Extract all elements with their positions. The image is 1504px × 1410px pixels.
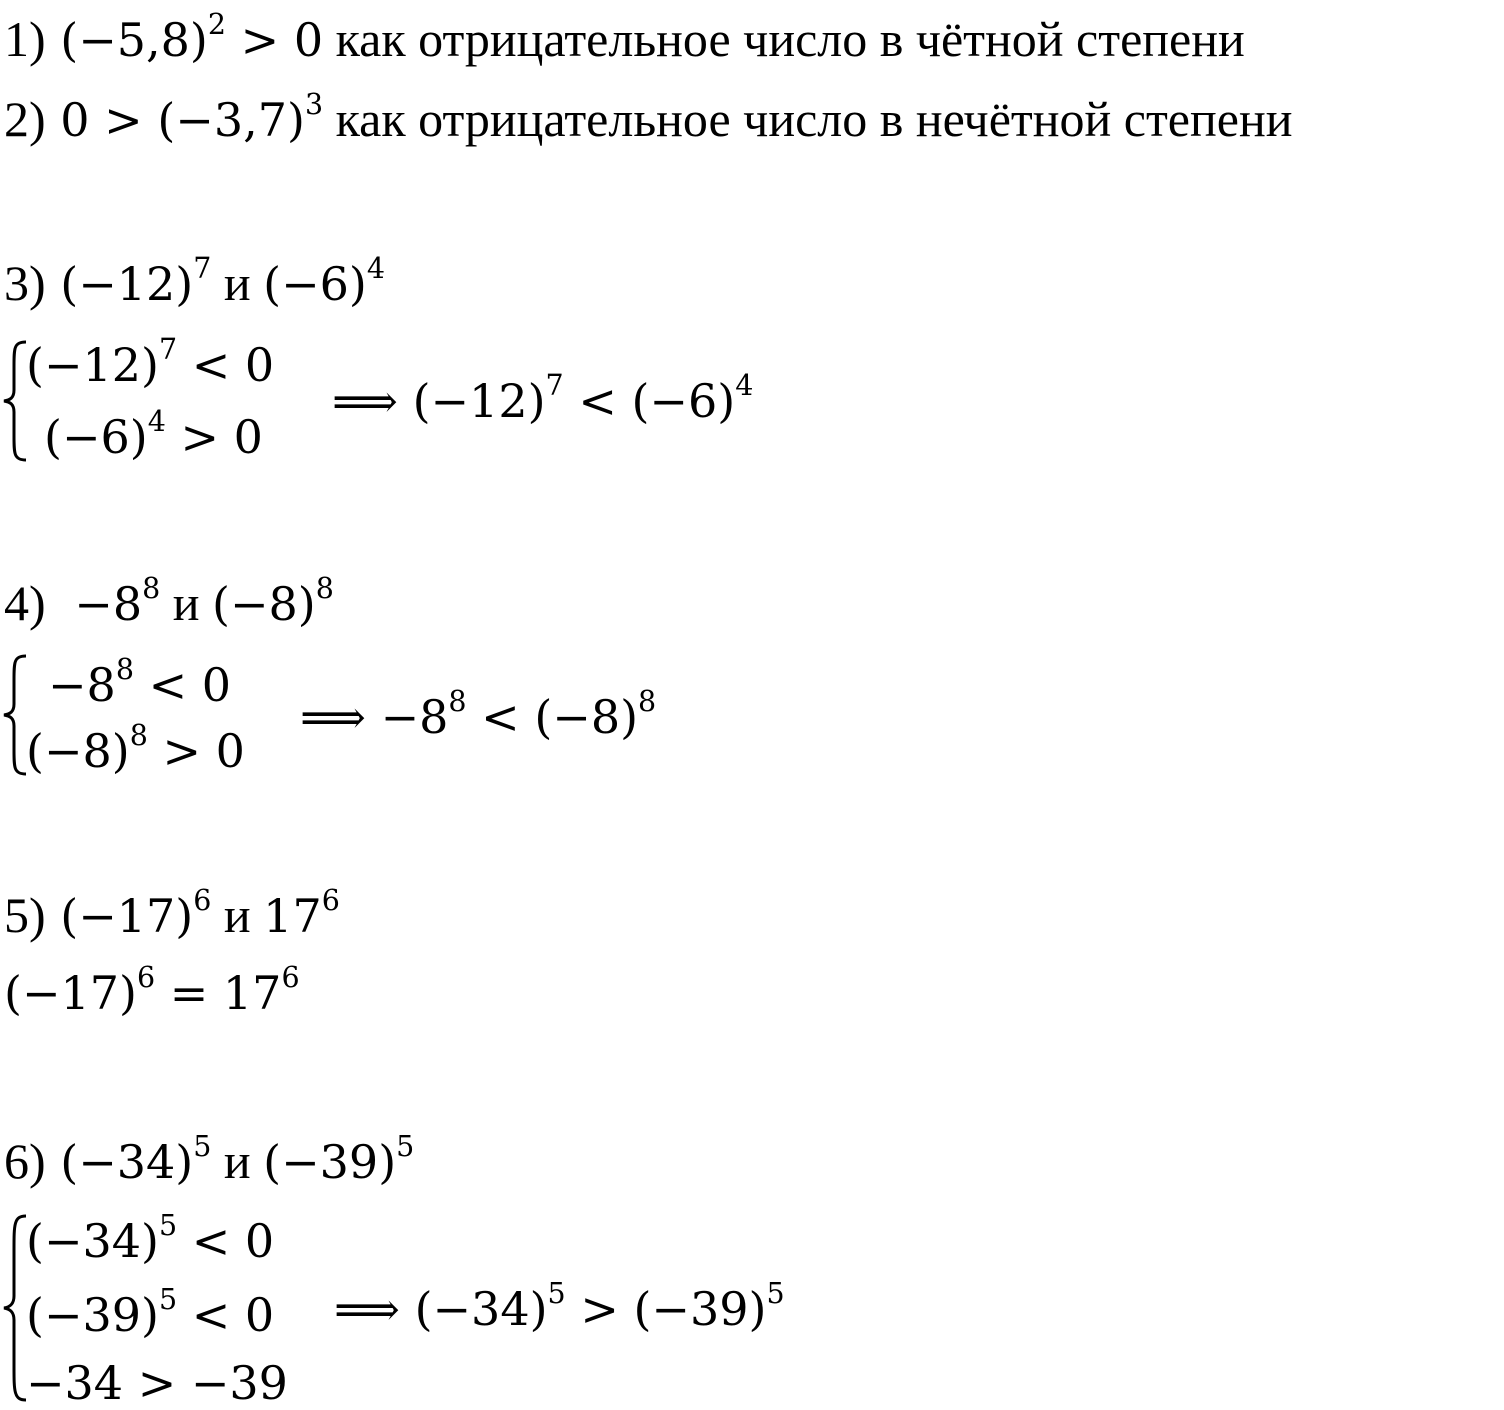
problem-3-row-2: $(-6)^4 > 0$ xyxy=(44,404,263,464)
problem-1-label: 1) xyxy=(4,11,46,67)
problem-2-expr: $0 > (-3,7)^3$ xyxy=(60,87,324,147)
problem-6-row-2: $(-39)^5 < 0$ xyxy=(26,1282,275,1342)
problem-4-system xyxy=(0,650,900,780)
problem-5-equation: $(-17)^6 = 17^6$ xyxy=(4,960,300,1020)
problem-4-result: ⟹ $-8^8 < (-8)^8$ xyxy=(300,684,657,744)
problem-6-expr: $(-34)^5$ и $(-39)^5$ xyxy=(60,1129,415,1189)
problem-4-heading xyxy=(4,571,334,631)
problem-2-label: 2) xyxy=(4,91,46,147)
problem-6-row-1: $(-34)^5 < 0$ xyxy=(26,1208,275,1268)
problem-3-system xyxy=(0,332,900,466)
problem-4-row-2: $(-8)^8 > 0$ xyxy=(26,718,245,778)
problem-3-heading xyxy=(4,251,386,311)
problem-3-expr: $(-12)^7$ и $(-6)^4$ xyxy=(60,251,386,311)
problem-1 xyxy=(4,7,1245,67)
problem-2-text: как отрицательное число в нечётной степени xyxy=(323,91,1293,147)
problem-6-row-3: −34 > −39 xyxy=(26,1356,288,1410)
problem-6-result: ⟹ $(-34)^5 > (-39)^5$ xyxy=(334,1276,785,1336)
problem-5-label: 5) xyxy=(4,887,46,943)
problem-4-row-1: $-8^8 < 0$ xyxy=(48,652,232,712)
problem-3-row-1: $(-12)^7 < 0$ xyxy=(26,332,275,392)
problem-1-expr: $(-5,8)^2 > 0$ xyxy=(60,7,324,67)
problem-5-expr: $(-17)^6$ и $17^6$ xyxy=(60,883,340,943)
problem-4-label: 4) xyxy=(4,575,46,631)
problem-1-text: как отрицательное число в чётной степени xyxy=(323,11,1245,67)
problem-5-heading xyxy=(4,883,340,943)
problem-2 xyxy=(4,87,1293,147)
problem-6-label: 6) xyxy=(4,1133,46,1189)
problem-3-result: ⟹ $(-12)^7 < (-6)^4$ xyxy=(332,368,754,428)
problem-3-label: 3) xyxy=(4,255,46,311)
problem-6-system xyxy=(0,1210,900,1410)
problem-6-heading xyxy=(4,1129,415,1189)
problem-4-expr: $-8^8$ и $(-8)^8$ xyxy=(74,571,334,631)
